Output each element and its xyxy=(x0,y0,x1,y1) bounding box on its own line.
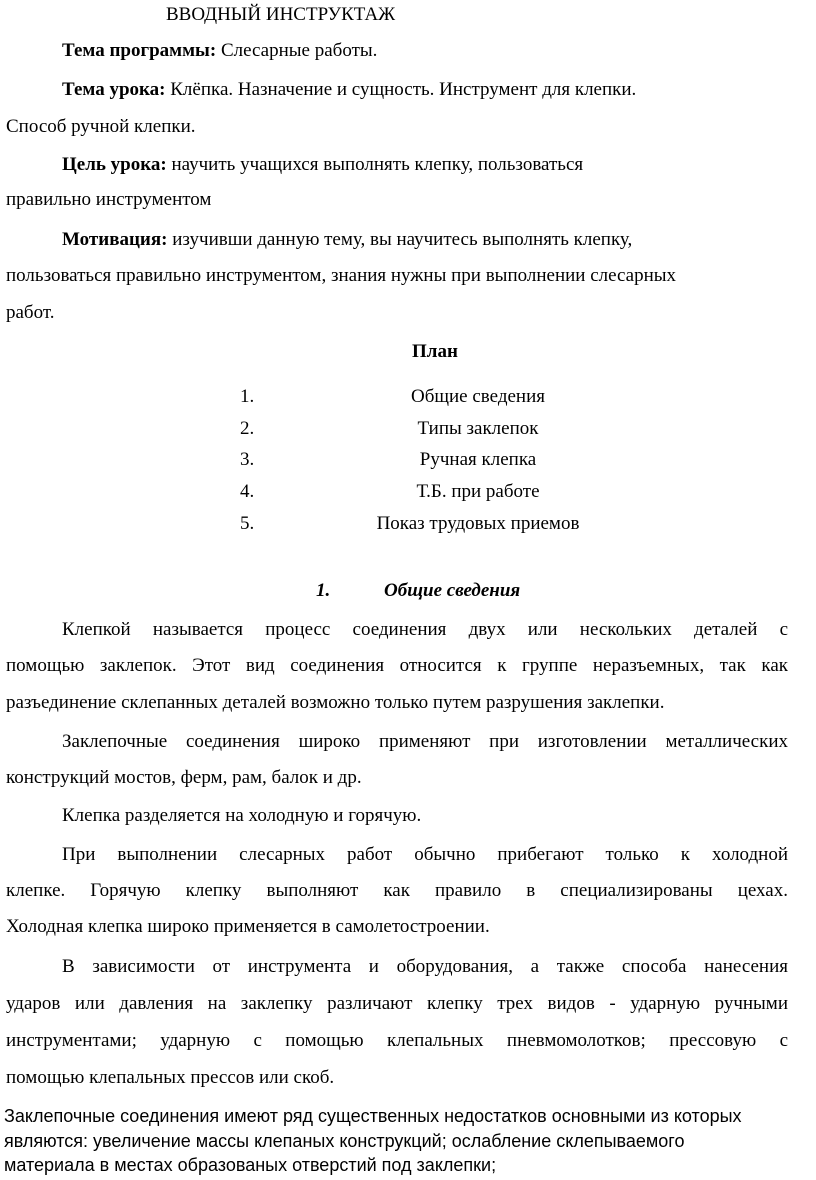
paragraph-line: разъединение склепанных деталей возможно только путем разрушения заклепки. xyxy=(6,692,665,713)
plan-item-text: Показ трудовых приемов xyxy=(376,513,580,534)
paragraph-line: конструкций мостов, ферм, рам, балок и др. xyxy=(6,767,362,788)
goal-label: Цель урока: xyxy=(62,154,167,175)
paragraph-line: ударов или давления на заклепку различают клепку трех видов - ударную ручными xyxy=(6,993,788,1014)
plan-item-text: Общие сведения xyxy=(410,386,546,407)
motivation-label: Мотивация: xyxy=(62,229,168,250)
plan-item-number: 2. xyxy=(240,418,255,439)
lesson-value: Клёпка. Назначение и сущность. Инструмент для клепки. xyxy=(165,79,637,100)
plan-item-number: 1. xyxy=(240,386,255,407)
paragraph-line: Клепка разделяется на холодную и горячую. xyxy=(62,805,422,826)
paragraph-line: помощью заклепок. Этот вид соединения относится к группе неразъемных, так как xyxy=(6,655,788,676)
paragraph-line: В зависимости от инструмента и оборудования, а также способа нанесения xyxy=(62,956,788,977)
paragraph-line: являются: увеличение массы клепаных конструкций; ослабление склепываемого xyxy=(4,1131,685,1151)
paragraph-line: Клепкой называется процесс соединения двух или нескольких деталей с xyxy=(62,619,788,640)
paragraph-line: помощью клепальных прессов или скоб. xyxy=(6,1067,335,1088)
plan-item-number: 4. xyxy=(240,481,255,502)
plan-item-number: 3. xyxy=(240,449,255,470)
motivation-line-2: пользоваться правильно инструментом, знания нужны при выполнении слесарных xyxy=(6,265,677,286)
goal-value: научить учащихся выполнять клепку, пользоваться xyxy=(166,154,584,175)
plan-item-text: Ручная клепка xyxy=(419,449,537,470)
paragraph-line: материала в местах образованых отверстий под заклепки; xyxy=(4,1155,497,1175)
motivation-line-3: работ. xyxy=(6,302,55,323)
paragraph-line: инструментами; ударную с помощью клепальных пневмомолотков; прессовую с xyxy=(6,1030,788,1051)
paragraph-line: При выполнении слесарных работ обычно прибегают только к холодной xyxy=(62,844,788,865)
lesson-label: Тема урока: xyxy=(62,79,166,100)
plan-item-text: Т.Б. при работе xyxy=(416,481,540,502)
page-title: ВВОДНЫЙ ИНСТРУКТАЖ xyxy=(166,4,396,25)
section-title: Общие сведения xyxy=(384,580,521,601)
paragraph-line: Заклепочные соединения широко применяют при изготовлении металлических xyxy=(62,731,788,752)
program-value: Слесарные работы. xyxy=(216,40,378,61)
goal-line xyxy=(62,154,583,176)
program-label: Тема программы: xyxy=(62,40,217,61)
paragraph-line: клепке. Горячую клепку выполняют как правило в специализированы цехах. xyxy=(6,880,788,901)
lesson-line xyxy=(62,79,636,101)
paragraph-line: Холодная клепка широко применяется в самолетостроении. xyxy=(6,916,490,937)
program-line xyxy=(62,40,377,62)
motivation-value: изучивши данную тему, вы научитесь выполнять клепку, xyxy=(167,229,633,250)
paragraph-line: Заклепочные соединения имеют ряд существенных недостатков основными из которых xyxy=(4,1106,742,1126)
motivation-line xyxy=(62,229,632,251)
plan-item-text: Типы заклепок xyxy=(417,418,539,439)
goal-line-cont: правильно инструментом xyxy=(6,189,212,210)
plan-item-number: 5. xyxy=(240,513,255,534)
section-number: 1. xyxy=(316,580,331,601)
plan-heading: План xyxy=(412,341,458,362)
lesson-line-cont: Способ ручной клепки. xyxy=(6,116,196,137)
